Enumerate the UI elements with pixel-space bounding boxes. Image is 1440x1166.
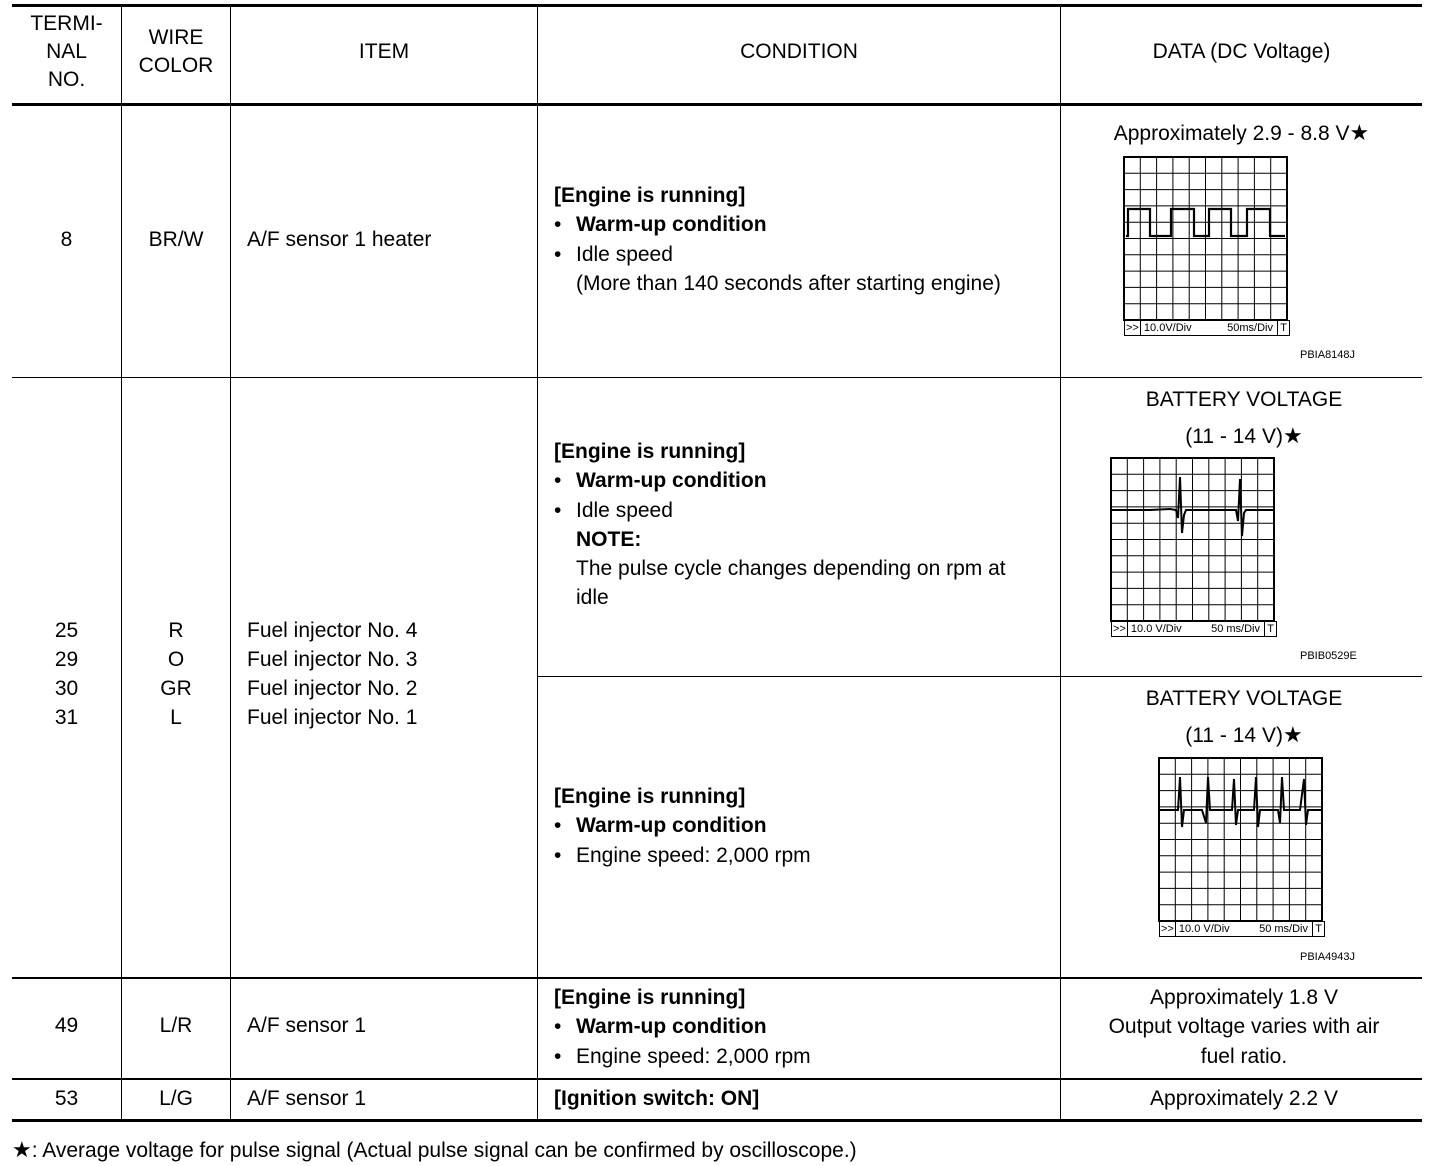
row-rule <box>12 977 1422 979</box>
column-divider <box>121 6 122 1120</box>
bullet: • <box>554 242 562 266</box>
note-label: NOTE: <box>576 527 642 551</box>
scope-volts-per-div: 10.0 V/Div <box>1130 623 1182 635</box>
scope-scale-bar: >> 10.0 V/Div 50 ms/Div T <box>1159 921 1325 937</box>
wire-color: L/R <box>159 1014 193 1037</box>
star-icon: ★ <box>1282 722 1303 747</box>
figure-code: PBIA4943J <box>1300 951 1356 963</box>
condition-block <box>554 181 1001 298</box>
item-name: A/F sensor 1 heater <box>247 228 432 251</box>
column-divider <box>537 6 538 1120</box>
item-name: A/F sensor 1 <box>247 1087 367 1110</box>
header-item: ITEM <box>358 40 410 63</box>
scope-trigger: T <box>1312 922 1324 936</box>
wire-color: L/G <box>159 1087 193 1110</box>
header-condition: CONDITION <box>740 40 858 63</box>
figure-code: PBIA8148J <box>1300 349 1356 361</box>
scope-time-per-div: 50 ms/Div <box>1259 923 1308 935</box>
item-name: A/F sensor 1 <box>247 1014 367 1037</box>
condition-title: [Engine is running] <box>554 184 746 207</box>
terminal-no: 53 <box>54 1087 79 1110</box>
scope-volts-per-div: 10.0V/Div <box>1143 322 1192 334</box>
note-text: The pulse cycle changes depending on rpm at <box>576 557 1006 581</box>
oscilloscope-waveform <box>1158 757 1328 927</box>
condition-block <box>554 983 811 1071</box>
terminal-no: 8 <box>60 228 73 251</box>
star-icon: ★ <box>1282 423 1303 448</box>
bullet: • <box>554 814 562 838</box>
item-name-list: Fuel injector No. 4 Fuel injector No. 3 Fuel injector No. 2 Fuel injector No. 1 <box>247 619 418 729</box>
condition-item: Idle speed <box>576 498 673 522</box>
condition-block <box>554 782 811 870</box>
condition-item: Warm-up condition <box>576 213 767 237</box>
footnote-text: : Average voltage for pulse signal (Actual pulse signal can be confirmed by oscilloscope.) <box>31 1139 857 1162</box>
top-rule <box>12 4 1422 7</box>
wire-color-list: R O GR L <box>160 619 192 729</box>
footnote <box>12 1136 857 1165</box>
data-value: BATTERY VOLTAGE (11 - 14 V)★ <box>1145 388 1343 448</box>
header-wire-color: WIRE COLOR <box>138 26 214 77</box>
data-value: BATTERY VOLTAGE (11 - 14 V)★ <box>1145 687 1343 747</box>
oscilloscope-waveform <box>1110 457 1280 627</box>
condition-block <box>554 437 1006 613</box>
column-divider <box>1060 6 1061 1120</box>
data-value: Approximately 2.2 V <box>1150 1087 1338 1110</box>
bullet: • <box>554 213 562 237</box>
terminal-no: 49 <box>54 1014 79 1037</box>
bullet: • <box>554 498 562 522</box>
scope-scale-bar: >> 10.0V/Div 50ms/Div T <box>1124 320 1290 336</box>
bullet: • <box>554 1044 562 1068</box>
wire-color: BR/W <box>148 228 204 251</box>
bullet: • <box>554 1015 562 1039</box>
oscilloscope-waveform <box>1123 156 1293 338</box>
condition-item: Idle speed <box>576 242 673 266</box>
star-icon: ★ <box>1349 120 1370 145</box>
condition-item: Warm-up condition <box>576 1015 767 1039</box>
condition-title: [Engine is running] <box>554 785 746 808</box>
sub-row-rule <box>538 676 1422 677</box>
condition-item: Warm-up condition <box>576 469 767 493</box>
condition-title: [Ignition switch: ON] <box>554 1087 760 1110</box>
header-data: DATA (DC Voltage) <box>1152 40 1331 63</box>
data-value: Approximately 2.9 - 8.8 V★ <box>1113 120 1370 145</box>
condition-detail: (More than 140 seconds after starting engine) <box>576 271 1001 295</box>
terminal-no-list: 25 29 30 31 <box>54 619 79 729</box>
condition-title: [Engine is running] <box>554 986 746 1009</box>
scope-scale-bar: >> 10.0 V/Div 50 ms/Div T <box>1111 621 1277 637</box>
note-text: idle <box>576 586 609 610</box>
scope-volts-per-div: 10.0 V/Div <box>1178 923 1230 935</box>
condition-item: Warm-up condition <box>576 814 767 838</box>
bullet: • <box>554 469 562 493</box>
star-icon: ★ <box>12 1137 32 1162</box>
bottom-rule <box>12 1119 1422 1122</box>
bullet: • <box>554 843 562 867</box>
condition-item: Engine speed: 2,000 rpm <box>576 843 811 867</box>
column-divider <box>230 6 231 1120</box>
header-terminal: TERMI- NAL NO. <box>30 12 103 91</box>
row-rule <box>12 377 1422 378</box>
condition-title: [Engine is running] <box>554 440 746 463</box>
figure-code: PBIB0529E <box>1300 650 1357 662</box>
scope-time-per-div: 50 ms/Div <box>1211 623 1260 635</box>
condition-item: Engine speed: 2,000 rpm <box>576 1044 811 1068</box>
scope-trigger: T <box>1264 622 1276 636</box>
row-rule <box>12 1078 1422 1080</box>
header-rule <box>12 103 1422 106</box>
data-value: Approximately 1.8 V Output voltage varies with air fuel ratio. <box>1108 986 1380 1068</box>
scope-time-per-div: 50ms/Div <box>1227 322 1273 334</box>
scope-trigger: T <box>1277 321 1289 335</box>
